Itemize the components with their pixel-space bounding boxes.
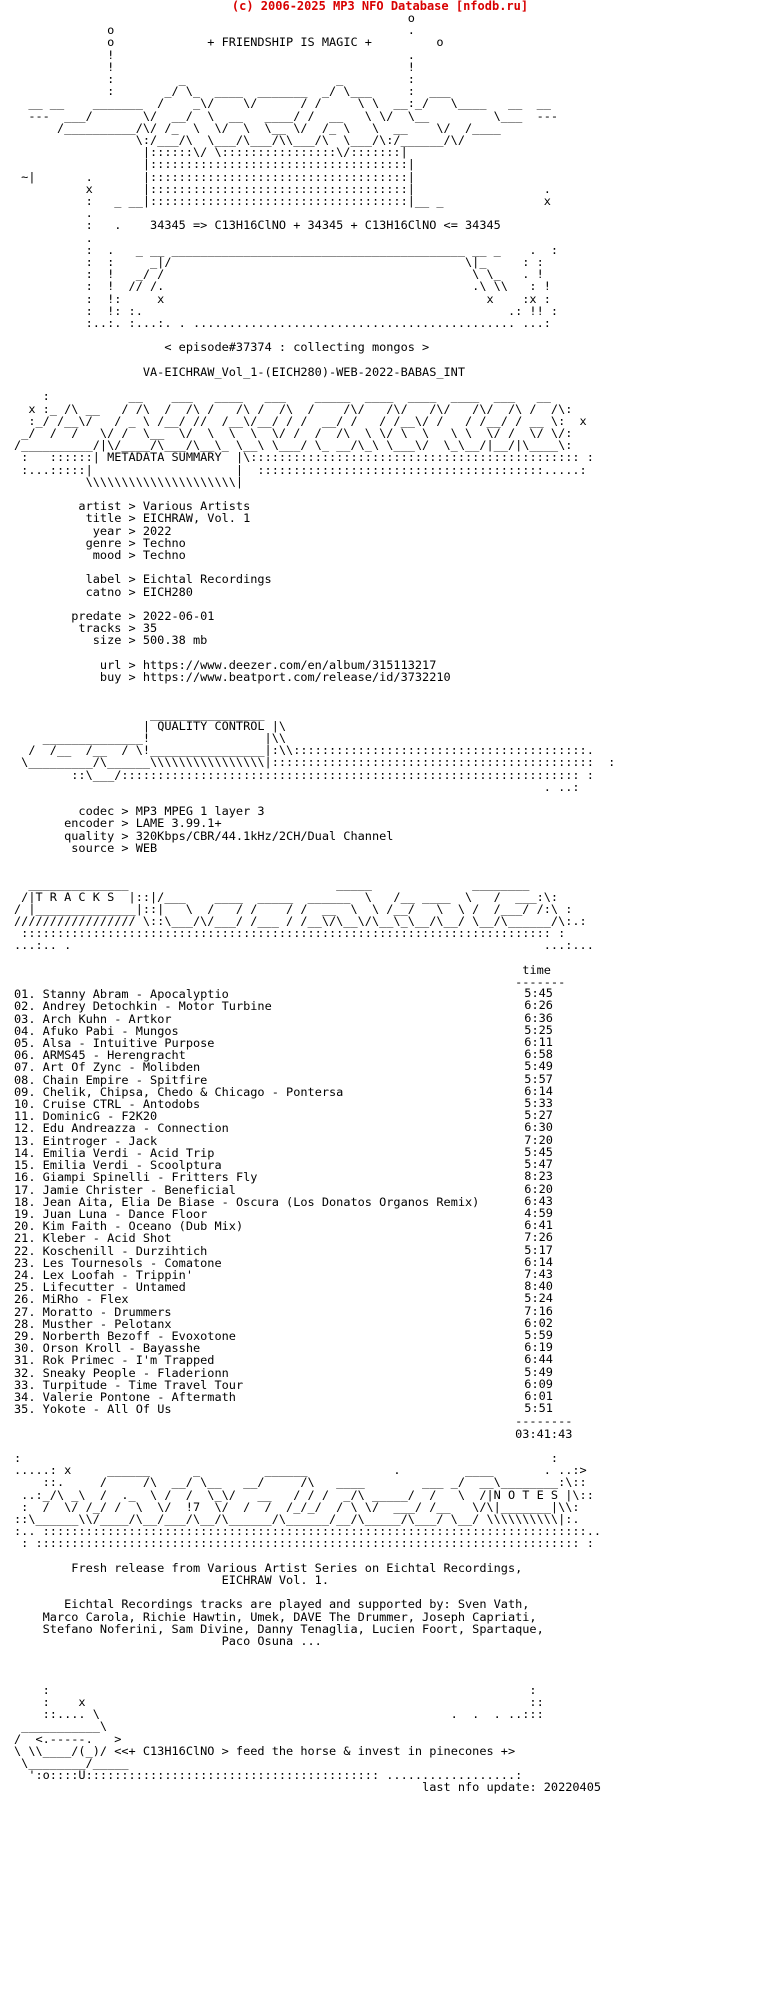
meta-label: Eichtal Recordings (142, 572, 272, 587)
meta-artist: Various Artists (142, 499, 251, 514)
track-time: 5:45 (524, 1144, 553, 1159)
track-time: 6:41 (524, 1218, 553, 1233)
track-time: 5:33 (524, 1096, 553, 1111)
q-quality: 320Kbps/CBR/44.1kHz/2CH/Dual Channel (135, 828, 394, 843)
episode: < episode#37374 : collecting mongos > (164, 340, 430, 355)
meta-size: 500.38 mb (142, 633, 208, 648)
q-source: WEB (135, 840, 158, 855)
notes-line-3: Eichtal Recordings tracks are played and supported by: Sven Vath, (64, 1597, 530, 1612)
meta-tracks: 35 (142, 621, 158, 636)
track-time: 6:14 (524, 1254, 553, 1269)
footer-tagline: <<+ C13H16ClNO > feed the horse & invest in pinecones +> (114, 1743, 516, 1758)
track-row: 21. Kleber - Acid Shot (14, 1231, 172, 1246)
q-encoder: LAME 3.99.1+ (135, 816, 222, 831)
notes-line-5: Stefano Noferini, Sam Divine, Danny Tenaglia, Lucien Foort, Spartaque, (42, 1621, 544, 1636)
track-row: 13. Eintroger - Jack (14, 1133, 158, 1148)
track-row: 30. Orson Kroll - Bayasshe (14, 1341, 201, 1356)
last-update: last nfo update: 20220405 (422, 1780, 602, 1795)
release-name: VA-EICHRAW_Vol_1-(EICH280)-WEB-2022-BABAS_INT (142, 364, 466, 379)
track-row: 19. Juan Luna - Dance Floor (14, 1206, 208, 1221)
track-time: 8:23 (524, 1169, 553, 1184)
track-time: 5:49 (524, 1364, 553, 1379)
track-time: 5:24 (524, 1291, 553, 1306)
track-time: 5:51 (524, 1401, 553, 1416)
track-time: 6:20 (524, 1181, 553, 1196)
notes-line-4: Marco Carola, Richie Hawtin, Umek, DAVE The Drummer, Joseph Capriati, (42, 1609, 537, 1624)
track-time: 6:14 (524, 1083, 553, 1098)
track-row: 09. Chelik, Chipsa, Chedo & Chicago - Pontersa (14, 1084, 344, 1099)
track-time: 5:59 (524, 1327, 553, 1342)
meta-predate: 2022-06-01 (142, 608, 215, 623)
motto: + FRIENDSHIP IS MAGIC + (207, 35, 372, 50)
track-time: 7:16 (524, 1303, 553, 1318)
track-time: 7:43 (524, 1266, 553, 1281)
section-metadata: METADATA SUMMARY (107, 450, 222, 465)
track-row: 20. Kim Faith - Oceano (Dub Mix) (14, 1219, 244, 1234)
notes-line-6: Paco Osuna ... (221, 1634, 322, 1649)
notes-line-1: Fresh release from Various Artist Series on Eichtal Recordings, (71, 1560, 523, 1575)
track-row: 33. Turpitude - Time Travel Tour (14, 1377, 244, 1392)
track-row: 17. Jamie Christer - Beneficial (14, 1182, 236, 1197)
track-time: 8:40 (524, 1279, 553, 1294)
track-row: 10. Cruise CTRL - Antodobs (14, 1097, 201, 1112)
nfodb-banner: (c) 2006-2025 MP3 NFO Database [nfodb.ru] (231, 0, 529, 13)
meta-year: 2022 (142, 523, 172, 538)
q-codec: MP3 MPEG 1 layer 3 (135, 804, 265, 819)
track-row: 11. DominicG - F2K20 (14, 1109, 158, 1124)
track-time: 7:20 (524, 1132, 553, 1147)
track-row: 32. Sneaky People - Fladerionn (14, 1365, 229, 1380)
meta-url: https://www.deezer.com/en/album/315113217 (142, 657, 437, 672)
track-row: 02. Andrey Detochkin - Motor Turbine (14, 999, 272, 1014)
track-time: 6:44 (524, 1352, 553, 1367)
track-time: 6:30 (524, 1120, 553, 1135)
track-time: 6:26 (524, 998, 553, 1013)
section-notes: N O T E S (493, 1487, 559, 1502)
time-header: time (522, 962, 551, 977)
track-time: 6:09 (524, 1376, 553, 1391)
track-row: 29. Norberth Bezoff - Evoxotone (14, 1328, 236, 1343)
track-row: 14. Emilia Verdi - Acid Trip (14, 1145, 215, 1160)
track-time: 6:01 (524, 1388, 553, 1403)
track-row: 12. Edu Andreazza - Connection (14, 1121, 229, 1136)
track-row: 28. Musther - Pelotanx (14, 1316, 172, 1331)
track-row: 15. Emilia Verdi - Scoolptura (14, 1158, 222, 1173)
track-time: 6:58 (524, 1047, 553, 1062)
track-row: 35. Yokote - All Of Us (14, 1402, 172, 1417)
meta-title: EICHRAW, Vol. 1 (142, 511, 251, 526)
track-time: 6:02 (524, 1315, 553, 1330)
track-row: 06. ARMS45 - Herengracht (14, 1048, 186, 1063)
track-row: 01. Stanny Abram - Apocalyptio (14, 987, 229, 1002)
track-time: 4:59 (524, 1205, 553, 1220)
track-time: 5:49 (524, 1059, 553, 1074)
track-row: 05. Alsa - Intuitive Purpose (14, 1036, 215, 1051)
track-time: 5:45 (524, 986, 553, 1001)
track-row: 22. Koschenill - Durzihtich (14, 1243, 208, 1258)
track-time: 6:43 (524, 1193, 553, 1208)
track-time: 6:36 (524, 1010, 553, 1025)
track-row: 18. Jean Aita, Elia De Biase - Oscura (Los Donatos Organos Remix) (14, 1194, 480, 1209)
section-tracks: T R A C K S (35, 889, 115, 904)
track-row: 31. Rok Primec - I'm Trapped (14, 1353, 215, 1368)
track-time: 5:25 (524, 1022, 553, 1037)
track-row: 26. MiRho - Flex (14, 1292, 129, 1307)
track-row: 04. Afuko Pabi - Mungos (14, 1023, 179, 1038)
track-time: 5:27 (524, 1108, 553, 1123)
track-row: 16. Giampi Spinelli - Fritters Fly (14, 1170, 258, 1185)
track-row: 23. Les Tournesols - Comatone (14, 1255, 222, 1270)
section-quality: QUALITY CONTROL (157, 718, 265, 733)
track-row: 03. Arch Kuhn - Artkor (14, 1011, 172, 1026)
track-row: 07. Art Of Zync - Molibden (14, 1060, 201, 1075)
track-list (14, 987, 479, 1416)
track-row: 08. Chain Empire - Spitfire (14, 1072, 208, 1087)
track-row: 24. Lex Loofah - Trippin' (14, 1267, 193, 1282)
track-time: 6:11 (524, 1035, 553, 1050)
nfo-text: o o . o + FRIENDSHIP IS MAGIC + o ! . ! ! : _ _ : : _/ \_ ____ _______ _/ \___ : ___ __ __ _______ / _\/ \/ / / \ \ __:_/ \____ __ __ --- ___/ \/ __/ \ __ ____/ / __ \ \/ \__ \___ --- /__________/\/ /_ \ \/ \ \__ \/ /_ \ \ __ \/ /____ \:/___/\ \___/\___/\\___/\ \___/\:/______/\/ |::::::\/ \::::::::::::::::\/:::::::| |::::::::::::::::::::::::::::::::::::| ~| . |::::::::::::::::::::::::::::::::::::| x |::::::::::::::::::::::::::::::::::::| . : _ __|::::::::::::::::::::::::::::::::::::|__ _ x . : . 34345 => C13H16ClNO + 34345 + C13H16ClNO <= 34345 . : . _ __ _________________________________________ __ _ . : : : _|/ \|_ : : : ! _/ / \ \_ . ! : ! // /. .\ \\ : ! : !: x x :x : : !: :. .: !! : :..:. :...:. . ............................................. ...: < episode#37374 : collecting mongos > VA-EICHRAW_Vol_1-(EICH280)-WEB-2022-BABAS_INT : __ ___ ____ ___ _____ ____ ____ ____ ___ __ x :_ /\ __ / /\ / /\ / /\ / /\ / /\/ /\/ /\/ /\/ /\ / /\: :_/ /__\/ / _ \ /__/ // /__\/__/ / / __/ / / /__\/ / / /__/ / __ \: x _/ / / \/ / \__ \/ \ \ \ \/ / / /\ \ \/ \ \ \ \ \/ / \/ \/: /__________/|\/____/\___/\__\_ \__\ \___/ \_ __/\_\ \___\/ \_\__/|__/|\____\: : ::::::| METADATA SUMMARY |\:::::::::::::::::::::::::::::::::::::::::::::: : :...:::::| | ::::::::::::::::::::::::::::::::::::::::.....: \\\\\\\\\\\\\\\\\\\\\| artist > Various Artists title > EICHRAW, Vol. 1 year > 2022 genre > Techno mood > Techno label > Eichtal Recordings catno > EICH280 predate > 2022-06-01 tracks > 35 size > 500.38 mb url > https://www.deezer.com/en/album/315113217 buy > https://www.beatport.com/release/id/3732210 ________________ | QUALITY CONTROL |\ ______________! |\\ / /__ /__ / \!________________|:\\:::::::::::::::::::::::::::::::::::::::::. \_________/\______\\\\\\\\\\\\\\\\|::::::::::::::::::::::::::::::::::::::::::::: : ::\___/:::::::::::::::::::::::::::::::::::::::::::::::::::::::::::::::: : . ..: codec > MP3 MPEG 1 layer 3 encoder > LAME 3.99.1+ quality > 320Kbps/CBR/44.1kHz/2CH/Dual Channel source > WEB ______________ _____ ________ /|T R A C K S |::|/___ ____ _____ ______ \ /__ ____ \ / ___:\: / |______________|::| \ / / / / / __ \ \ /__/ \ \ / /___/ /:\ : ///////////////// \::\___/\/___/ /___ / /__\/\__\/\__\_\__/\__/ \__/\______/\:.: :::::::::::::::::::::::::::::::::::::::::::::::::::::::::::::::::::::::::: : ...:.. . ...:... time ------- 01. Stanny Abram - Apocalyptio 02. Andrey Detochkin - Motor Turbine 03. Arch Kuhn - Artkor 04. Afuko Pabi - Mungos 05. Alsa - Intuitive Purpose 06. ARMS45 - Herengracht 07. Art Of Zync - Molibden 08. Chain Empire - Spitfire 09. Chelik, Chipsa, Chedo & Chicago - Pontersa 10. Cruise CTRL - Antodobs 11. DominicG - F2K20 12. Edu Andreazza - Connection 13. Eintroger - Jack 14. Emilia Verdi - Acid Trip 15. Emilia Verdi - Scoolptura 16. Giampi Spinelli - Fritters Fly 17. Jamie Christer - Beneficial 18. Jean Aita, Elia De Biase - Oscura (Los Donatos Organos Remix) 19. Juan Luna - Dance Floor 20. Kim Faith - Oceano (Dub Mix) 21. Kleber - Acid Shot 22. Koschenill - Durzihtich 23. Les Tournesols - Comatone 24. Lex Loofah - Trippin' 25. Lifecutter - Untamed 26. MiRho - Flex 27. Moratto - Drummers 28. Musther - Pelotanx 29. Norberth Bezoff - Evoxotone 30. Orson Kroll - Bayasshe 31. Rok Primec - I'm Trapped 32. Sneaky People - Fladerionn 33. Turpitude - Time Travel Tour 34. Valerie Pontone - Aftermath 35. Yokote - All Of Us -------- 03:41:43 : : .....: x ______ _ ______ . ____ . ..:> ::. / /\ __/ \__ __/ /\ ____ ___ _/ __\________:\:: ..:_/\ _\ / ._ \ / / \_\/ __ / / / _/\ _____/ / \ /|N O T E S |\:: : / \/ /_/ / \ \/ !7 \/ / / /_/_/ / \ \/ ___/ /__ \/\|_______|\\: ::\______\\/____/\__/___/\__/\______/\______/__/\_____/\___/ \__/ \\\\\\\\\\|:. :.. ::::::::::::::::::::::::::::::::::::::::::::::::::::::::::::::::::::::::::::.. : :::::::::::::::::::::::::::::::::::::::::::::::::::::::::::::::::::::::::::: : Fresh release from Various Artist Series on Eichtal Recordings, EICHRAW Vol. 1. Eichtal Recordings tracks are played and supported by: Sven Vath, Marco Carola, Richie Hawtin, Umek, DAVE The Drummer, Joseph Capriati, Stefano Noferini, Sam Divine, Danny Tenaglia, Lucien Foort, Spartaque, Paco Osuna ... : : : x :: ::.... \ . . . ..::: ___________\ / <.-----. > \ \\____/(_)/ <<+ C13H16ClNO > feed the horse & invest in pinecones +> \________/_____ ':o::::U::::::::::::::::::::::::::::::::::::::::: ..................: last nfo update: 20220405 (14, 11, 616, 1795)
track-time: 7:26 (524, 1230, 553, 1245)
track-time: 5:17 (524, 1242, 553, 1257)
meta-buy: https://www.beatport.com/release/id/3732210 (142, 669, 451, 684)
meta-catno: EICH280 (142, 584, 193, 599)
track-time: 5:57 (524, 1071, 553, 1086)
track-time: 6:19 (524, 1340, 553, 1355)
track-row: 27. Moratto - Drummers (14, 1304, 172, 1319)
track-row: 25. Lifecutter - Untamed (14, 1280, 186, 1295)
meta-genre: Techno (142, 535, 186, 550)
formula: 34345 => C13H16ClNO + 34345 + C13H16ClNO <= 34345 (150, 218, 501, 233)
notes-line-2: EICHRAW Vol. 1. (221, 1573, 329, 1587)
meta-mood: Techno (142, 547, 186, 562)
track-time: 5:47 (524, 1157, 553, 1172)
total-time: 03:41:43 (515, 1426, 573, 1441)
track-row: 34. Valerie Pontone - Aftermath (14, 1389, 236, 1404)
